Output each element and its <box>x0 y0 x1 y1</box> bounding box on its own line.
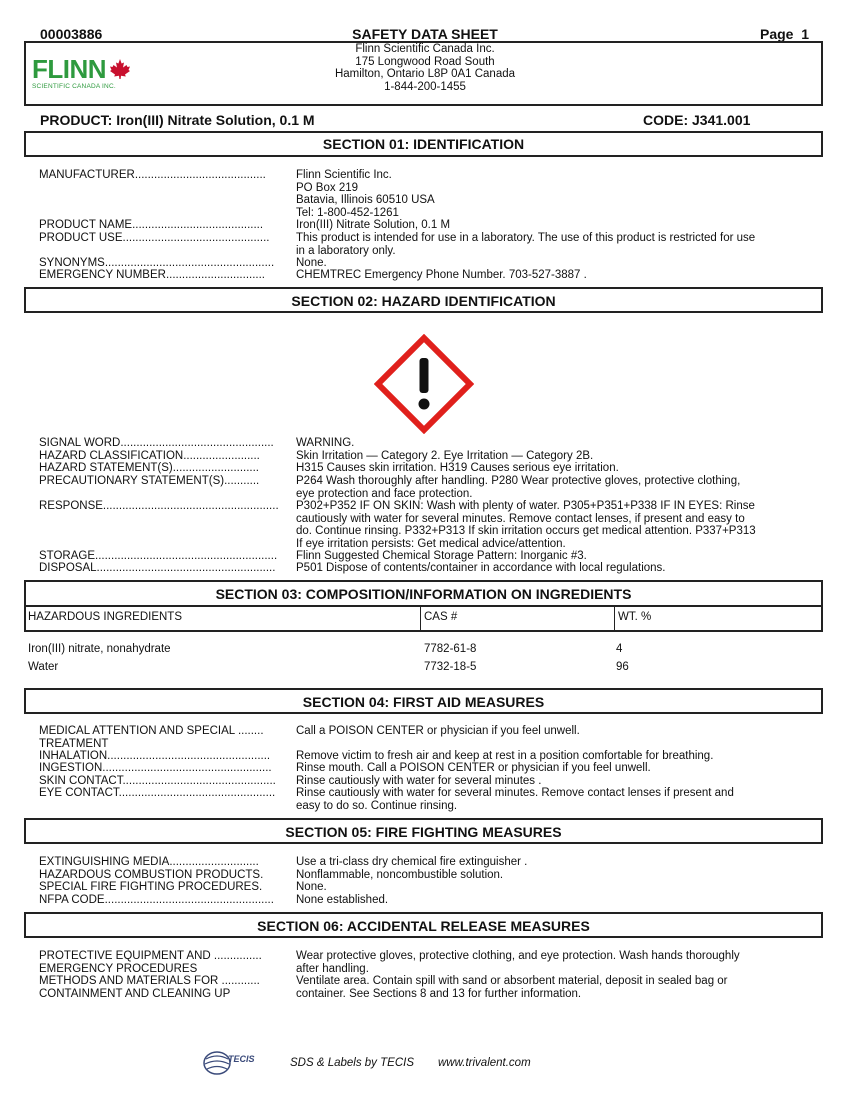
table-header-ingredients: HAZARDOUS INGREDIENTS <box>28 611 182 623</box>
section-05-title: SECTION 05: FIRE FIGHTING MEASURES <box>285 824 562 840</box>
table-column-divider <box>614 605 615 632</box>
disposal-label: DISPOSAL........................................................ <box>39 562 276 574</box>
company-name: Flinn Scientific Canada Inc. <box>355 43 495 55</box>
document-title: SAFETY DATA SHEET <box>352 26 498 42</box>
tecis-logo <box>202 1050 255 1076</box>
synonyms-value: None. <box>296 257 327 269</box>
eye-contact-value: Rinse cautiously with water for several minutes. Remove contact lenses if present and easy to do so. Continue rinsing. <box>296 787 734 812</box>
ingestion-label: INGESTION..................................................... <box>39 762 272 774</box>
section-06-title: SECTION 06: ACCIDENTAL RELEASE MEASURES <box>257 918 590 934</box>
product-code: CODE: J341.001 <box>643 112 751 128</box>
fire-procedures-label: SPECIAL FIRE FIGHTING PROCEDURES. <box>39 881 263 893</box>
combustion-products-label: HAZARDOUS COMBUSTION PRODUCTS. <box>39 869 264 881</box>
combustion-products-value: Nonflammable, noncombustible solution. <box>296 869 504 881</box>
manufacturer-label: MANUFACTURER......................................... <box>39 169 266 181</box>
skin-contact-value: Rinse cautiously with water for several minutes . <box>296 775 542 787</box>
product-use-label: PRODUCT USE.............................................. <box>39 232 270 244</box>
product-use-value: This product is intended for use in a laboratory. The use of this product is restricted for use in a laboratory only. <box>296 232 756 257</box>
signal-word-label: SIGNAL WORD................................................ <box>39 437 274 449</box>
inhalation-label: INHALATION................................................... <box>39 750 271 762</box>
storage-value: Flinn Suggested Chemical Storage Pattern: Inorganic #3. <box>296 550 587 562</box>
table-cell-wt: 4 <box>616 643 623 655</box>
table-header-cas: CAS # <box>424 611 458 623</box>
response-label: RESPONSE....................................................... <box>39 500 279 512</box>
nfpa-code-label: NFPA CODE..................................................... <box>39 894 274 906</box>
medical-attention-label: MEDICAL ATTENTION AND SPECIAL ........ TREATMENT <box>39 725 264 750</box>
extinguishing-media-value: Use a tri-class dry chemical fire extinguisher . <box>296 856 528 868</box>
company-phone: 1-844-200-1455 <box>384 80 466 93</box>
storage-label: STORAGE......................................................... <box>39 550 278 562</box>
protective-equipment-value: Wear protective gloves, protective clothing, and eye protection. Wash hands thoroughly after handling. <box>296 950 740 975</box>
page-number: Page 1 <box>760 26 810 42</box>
footer-credit: SDS & Labels by TECIS <box>290 1057 414 1069</box>
inhalation-value: Remove victim to fresh air and keep at rest in a position comfortable for breathing. <box>296 750 714 762</box>
table-header-wt: WT. % <box>618 611 652 623</box>
footer-url[interactable]: www.trivalent.com <box>438 1057 531 1069</box>
response-value: P302+P352 IF ON SKIN: Wash with plenty of water. P305+P351+P338 IF IN EYES: Rinse cautiously with water for several minutes. Remove contact lenses, if present and easy to do. Continue rinsing. P332+P313 If skin irritation occurs get medical attention. P337+P313 If eye irritation persists: Get medical advice/attention. <box>296 500 756 550</box>
product-name-label: PRODUCT NAME......................................... <box>39 219 264 231</box>
emergency-number-label: EMERGENCY NUMBER............................... <box>39 269 265 281</box>
precautionary-statements-value: P264 Wash thoroughly after handling. P280 Wear protective gloves, protective clothing, eye protection and face protection. <box>296 475 741 500</box>
skin-contact-label: SKIN CONTACT................................................ <box>39 775 276 787</box>
manufacturer-value: Flinn Scientific Inc. PO Box 219 Batavia, Illinois 60510 USA Tel: 1-800-452-1261 <box>296 169 435 219</box>
table-cell-cas: 7782-61-8 <box>424 643 477 655</box>
tecis-logo-text: TECIS <box>228 1054 255 1064</box>
exclamation-mark-pictogram-icon <box>374 334 474 434</box>
flinn-logo-subtitle: SCIENTIFIC CANADA INC. <box>32 83 116 90</box>
company-city: Hamilton, Ontario L8P 0A1 Canada <box>334 68 516 80</box>
fire-procedures-value: None. <box>296 881 327 893</box>
synonyms-label: SYNONYMS..................................................... <box>39 257 275 269</box>
protective-equipment-label: PROTECTIVE EQUIPMENT AND ............... EMERGENCY PROCEDURES <box>39 950 262 975</box>
table-cell-ingredient: Iron(III) nitrate, nonahydrate <box>28 643 171 655</box>
containment-methods-label: METHODS AND MATERIALS FOR ............ CONTAINMENT AND CLEANING UP <box>39 975 260 1000</box>
hazard-statements-label: HAZARD STATEMENT(S)........................... <box>39 462 260 474</box>
extinguishing-media-label: EXTINGUISHING MEDIA............................ <box>39 856 259 868</box>
section-04-title: SECTION 04: FIRST AID MEASURES <box>302 694 545 710</box>
medical-attention-value: Call a POISON CENTER or physician if you feel unwell. <box>296 725 580 737</box>
emergency-number-value: CHEMTREC Emergency Phone Number. 703-527-3887 . <box>296 269 587 281</box>
disposal-value: P501 Dispose of contents/container in accordance with local regulations. <box>296 562 666 574</box>
signal-word-value: WARNING. <box>296 437 355 449</box>
ingestion-value: Rinse mouth. Call a POISON CENTER or physician if you feel unwell. <box>296 762 651 774</box>
section-02-title: SECTION 02: HAZARD IDENTIFICATION <box>291 293 556 309</box>
table-cell-wt: 96 <box>616 661 629 673</box>
eye-contact-label: EYE CONTACT................................................. <box>39 787 276 799</box>
document-id: 00003886 <box>40 26 103 42</box>
section-01-title: SECTION 01: IDENTIFICATION <box>322 136 525 152</box>
company-street: 175 Longwood Road South <box>355 55 495 68</box>
hazard-statements-value: H315 Causes skin irritation. H319 Causes serious eye irritation. <box>296 462 619 474</box>
product-label: PRODUCT: Iron(III) Nitrate Solution, 0.1 M <box>40 112 315 128</box>
product-name-value: Iron(III) Nitrate Solution, 0.1 M <box>296 219 451 231</box>
hazard-classification-value: Skin Irritation — Category 2. Eye Irritation — Category 2B. <box>296 450 594 462</box>
nfpa-code-value: None established. <box>296 894 389 906</box>
section-03-divider <box>24 605 823 607</box>
company-address <box>0 43 850 93</box>
section-03-title: SECTION 03: COMPOSITION/INFORMATION ON INGREDIENTS <box>215 586 632 602</box>
table-cell-cas: 7732-18-5 <box>424 661 477 673</box>
hazard-classification-label: HAZARD CLASSIFICATION........................ <box>39 450 260 462</box>
table-cell-ingredient: Water <box>28 661 59 673</box>
containment-methods-value: Ventilate area. Contain spill with sand or absorbent material, deposit in sealed bag or container. See Sections 8 and 13 for further information. <box>296 975 728 1000</box>
precautionary-statements-label: PRECAUTIONARY STATEMENT(S)........... <box>39 475 260 487</box>
table-column-divider <box>420 605 421 632</box>
flinn-logo-text: FLINN <box>32 54 107 84</box>
